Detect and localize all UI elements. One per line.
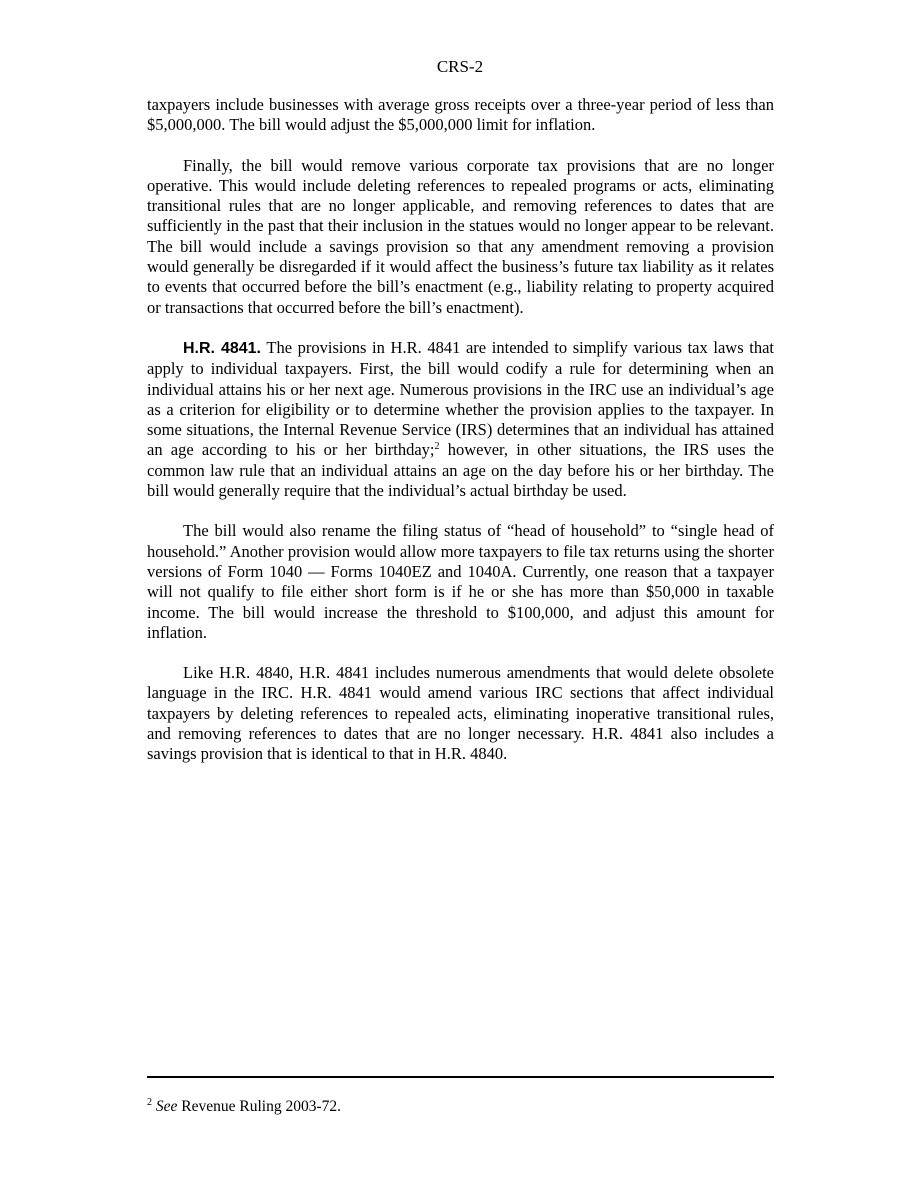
page-header: CRS-2: [436, 57, 484, 76]
paragraph-1: taxpayers include businesses with average gross receipts over a three-year period of less than $5,000,000. The bill would adjust the $5,000,000 limit for inflation.: [147, 95, 774, 135]
footnote-divider: [147, 1076, 774, 1078]
footnote: [147, 1097, 774, 1116]
bill-heading-hr4841: H.R. 4841.: [183, 339, 262, 357]
paragraph-3-text-part-2: however, in other situations, the IRS uses the common law rule that an individual attains an age on the day before his or her birthday. The bill would generally require that the individual’s actual birthday be used.: [147, 440, 775, 501]
footnote-italic-see: See: [155, 1098, 178, 1115]
footnote-number: 2: [147, 1097, 152, 1108]
paragraph-2: Finally, the bill would remove various corporate tax provisions that are no longer operative. This would include deleting references to repealed programs or acts, eliminating transitional rules that are no longer applicable, and removing references to dates that are sufficiently in the past that their inclusion in the statues would no longer appear to be relevant. The bill would include a savings provision so that any amendment removing a provision would generally be disregarded if it would affect the business’s future tax liability as it relates to events that occurred before the bill’s enactment (e.g., liability relating to property acquired or transactions that occurred before the bill’s enactment).: [147, 155, 774, 317]
paragraph-3-text-part-1: The provisions in H.R. 4841 are intended to simplify various tax laws that apply to individual taxpayers. First, the bill would codify a rule for determining when an individual attains his or her next age. Numerous provisions in the IRC use an individual’s age as a criterion for eligibility or to determine whether the provision applies to the taxpayer. In some situations, the Internal Revenue Service (IRS) determines that an individual has attained an age according to his or her birthday;: [147, 337, 774, 460]
paragraph-4: The bill would also rename the filing status of “head of household” to “single head of household.” Another provision would allow more taxpayers to file tax returns using the shorter versions of Form 1040 — Forms 1040EZ and 1040A. Currently, one reason that a taxpayer will not qualify to file either short form is if he or she has more than $50,000 in taxable income. The bill would increase the threshold to $100,000, and adjust this amount for inflation.: [147, 521, 774, 642]
footnote-reference: 2: [434, 441, 440, 453]
paragraph-5: Like H.R. 4840, H.R. 4841 includes numerous amendments that would delete obsolete language in the IRC. H.R. 4841 would amend various IRC sections that affect individual taxpayers by deleting references to repealed acts, eliminating inoperative transitional rules, and removing references to dates that are no longer necessary. H.R. 4841 also includes a savings provision that is identical to that in H.R. 4840.: [147, 663, 774, 764]
body-text: [147, 95, 774, 785]
paragraph-3: [147, 338, 774, 501]
footnote-text: Revenue Ruling 2003-72.: [177, 1098, 341, 1115]
